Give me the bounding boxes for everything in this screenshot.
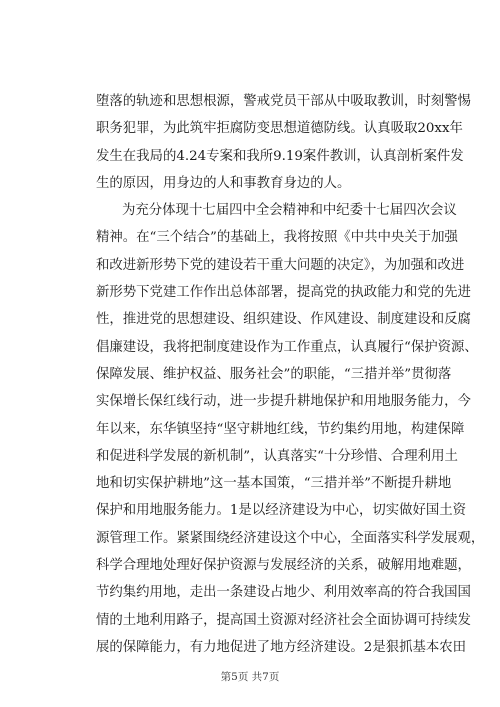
page-number-footer: 第5页 共7页 <box>220 671 280 683</box>
text-line: 为充分体现十七届四中全会精神和中纪委十七届四次会议 <box>122 203 457 219</box>
body-text <box>96 88 485 661</box>
text-line: 倡廉建设，我将把制度建设作为工作重点，认真履行“保护资源、 <box>96 339 478 355</box>
text-line: 实保增长保红线行动，进一步提升耕地保护和用地服务能力，今 <box>96 394 471 410</box>
text-line: 展的保障能力，有力地促进了地方经济建设。2是狠抓基本农田 <box>96 639 467 655</box>
text-line: 保障发展、维护权益、服务社会”的职能，“三措并举”贯彻落 <box>96 366 452 382</box>
text-line: 情的土地利用路子，提高国土资源对经济社会全面协调可持续发 <box>96 612 471 628</box>
text-line: 新形势下党建工作作出总体部署，提高党的执政能力和党的先进 <box>96 285 471 301</box>
text-line: 职务犯罪，为此筑牢拒腐防变思想道德防线。认真吸取20xx年 <box>96 121 463 137</box>
text-line: 科学合理地处理好保护资源与发展经济的关系，破解用地难题， <box>96 558 471 574</box>
text-line: 源管理工作。紧紧围绕经济建设这个中心，全面落实科学发展观， <box>96 530 485 546</box>
text-line: 生的原因，用身边的人和事教育身边的人。 <box>96 175 351 191</box>
text-line: 地和切实保护耕地”这一基本国策，“三措并举”不断提升耕地 <box>96 476 452 492</box>
text-line: 和促进科学发展的新机制”，认真落实“十分珍惜、合理利用土 <box>96 448 458 464</box>
text-line: 节约集约用地，走出一条建设占地少、利用效率高的符合我国国 <box>96 585 471 601</box>
text-line: 发生在我局的4.24专案和我所9.19案件教训，认真剖析案件发 <box>96 148 464 164</box>
text-line: 堕落的轨迹和思想根源，警戒党员干部从中吸取教训，时刻警惕 <box>96 94 471 109</box>
text-line: 性，推进党的思想建设、组织建设、作风建设、制度建设和反腐 <box>96 312 471 328</box>
text-line: 保护和用地服务能力。1是以经济建设为中心，切实做好国土资 <box>96 503 467 519</box>
text-line: 年以来，东华镇坚持“坚守耕地红线，节约集约用地，构建保障 <box>96 421 465 437</box>
text-line: 精神。在“三个结合”的基础上，我将按照《中共中央关于加强 <box>96 230 458 246</box>
text-line: 和改进新形势下党的建设若干重大问题的决定》，为加强和改进 <box>96 257 465 273</box>
